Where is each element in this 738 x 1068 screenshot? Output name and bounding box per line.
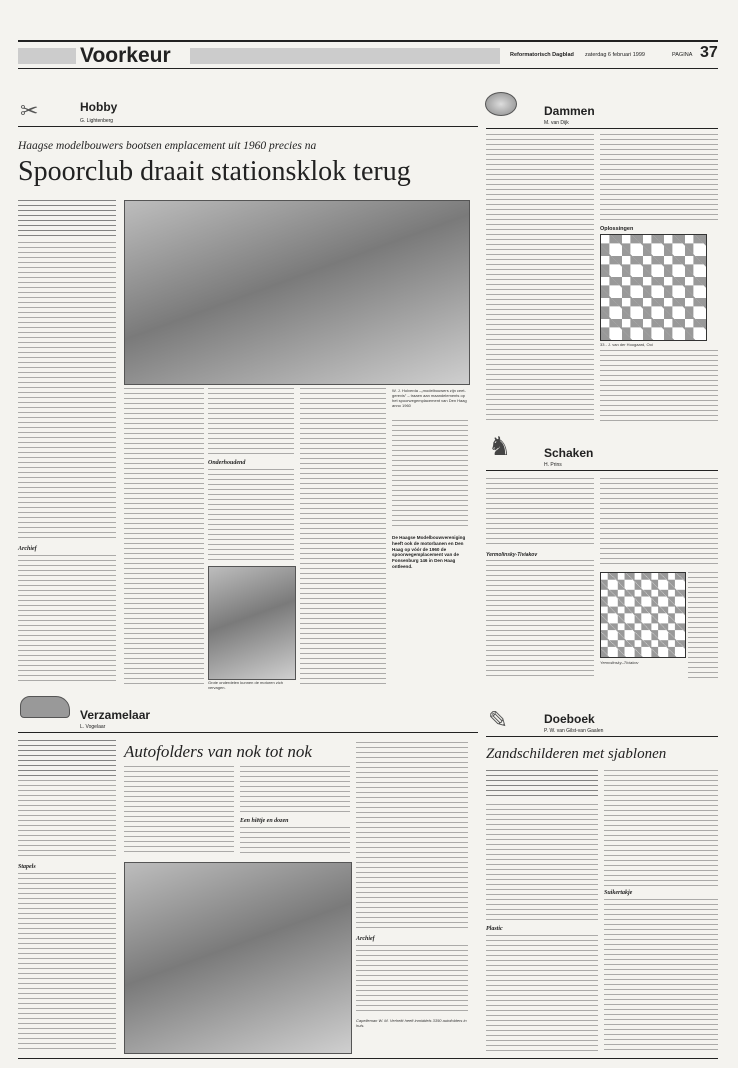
doeboek-subhead-suiker: Suikertakje [604,890,633,896]
doeboek-rule [486,736,718,737]
masthead-page-label: PAGINA [672,52,693,58]
collector-photo [124,862,352,1054]
dammen-title: Dammen [544,104,595,118]
dammen-author: M. van Dijk [544,120,569,126]
doeboek-column-1b [486,935,598,1053]
verzamelaar-subhead-stapels: Stapels [18,864,36,870]
dammen-column-2 [600,134,718,224]
doeboek-author: P. W. van Gilst-van Gaalen [544,728,604,734]
verzamelaar-title: Verzamelaar [80,708,151,722]
verzamelaar-column-2 [124,766,234,856]
masthead-band-mid [190,48,500,64]
hobby-kicker: Haagse modelbouwers bootsen emplacement uit 1960 precies na [18,140,317,152]
hobby-column-4 [300,388,386,688]
toy-car-icon [20,696,70,718]
hobby-column-3a [208,388,294,456]
verzamelaar-author: L. Vogelaar [80,724,106,730]
verzamelaar-column-4b [356,945,468,1013]
verzamelaar-rule [18,732,478,733]
pencil-icon: ✎ [488,708,509,734]
verzamelaar-column-1a [18,780,116,860]
dammen-diagram-caption: 33 - J. van der Hoogaard, Ooi [600,342,653,347]
doeboek-subhead-plastic: Plastic [486,926,503,932]
schaken-rule [486,470,718,471]
masthead-date: zaterdag 6 februari 1999 [585,52,645,58]
modeller-photo [208,566,296,680]
hobby-column-5 [392,420,468,530]
chess-board [600,572,686,658]
hobby-headline: Spoorclub draait stationsklok terug [18,156,411,187]
hobby-column-1a [18,242,116,542]
masthead-bottom-rule [18,68,718,69]
schaken-author: H. Prins [544,462,562,468]
dammen-rule [486,128,718,129]
verzamelaar-column-3b [240,827,350,856]
hobby-column-1b [18,555,116,685]
hobby-pullquote: De Haagse Modelbouwvereniging heeft ook de motorbanen en Den Haag op vóór de 1960 de spoorwegemplacement van de Fonsenburg 146 in Den Haag ontleend. [392,535,466,569]
masthead-page-number: 37 [700,44,718,61]
doeboek-column-1a [486,804,598,922]
hobby-intro [18,200,116,238]
verzamelaar-column-1b [18,873,116,1053]
masthead-paper: Reformatorisch Dagblad [510,52,574,58]
checker-piece-icon [485,92,517,116]
schaken-column-1a [486,478,594,548]
hobby-column-2 [124,388,204,688]
hobby-rule [18,126,478,127]
chess-knight-icon: ♞ [488,432,512,461]
schaken-diagram-caption: Yermolinsky–Tiviakov [600,660,639,665]
hobby-photo-caption-2: Grote onderdelen kunnen de motoren zich vervagen. [208,680,283,690]
train-layout-photo [124,200,470,385]
masthead-top-rule [18,40,718,42]
scissors-icon: ✂ [20,98,39,123]
hobby-title: Hobby [80,100,118,114]
page-bottom-rule [18,1058,718,1059]
verzamelaar-intro [18,740,116,776]
hobby-author: G. Lightenberg [80,118,114,124]
schaken-title: Schaken [544,446,594,460]
masthead-band-left [18,48,76,64]
verzamelaar-headline: Autofolders van nok tot nok [124,742,312,761]
draughts-board [600,234,707,341]
hobby-subhead-onderhoud: Onderhoudend [208,460,246,466]
verzamelaar-subhead-dozen: Een hiëtje en dozen [240,818,289,824]
verzamelaar-subhead-archief: Archief [356,936,375,942]
hobby-column-3b [208,469,294,561]
doeboek-headline: Zandschilderen met sjablonen [486,746,667,762]
doeboek-column-2a [604,770,718,886]
schaken-column-3 [688,572,718,682]
dammen-column-3 [600,350,718,424]
masthead-section: Voorkeur [80,44,171,67]
hobby-subhead-archief: Archief [18,546,37,552]
dammen-column-1 [486,134,594,424]
verzamelaar-column-3a [240,766,350,814]
hobby-photo-caption: W. J. Holverda –„modelbouwers zijn ceet-gerevis” – traaen aan maandelements op het spoorwegemplacement van Den Haag anno 1960 [392,388,467,408]
verzamelaar-column-4a [356,742,468,932]
schaken-game-title: Yermolinsky-Tiviakov [486,552,538,558]
verzamelaar-photo-caption: Capelleman W. M. Verheltt heeft inmiddels 3350 autofolders in huis. [356,1018,467,1028]
doeboek-column-2b [604,899,718,1053]
dammen-diagram-title: Oplossingen [600,226,634,232]
schaken-column-1b [486,560,594,680]
schaken-column-2 [600,478,718,568]
doeboek-title: Doeboek [544,712,595,726]
doeboek-intro [486,770,598,800]
